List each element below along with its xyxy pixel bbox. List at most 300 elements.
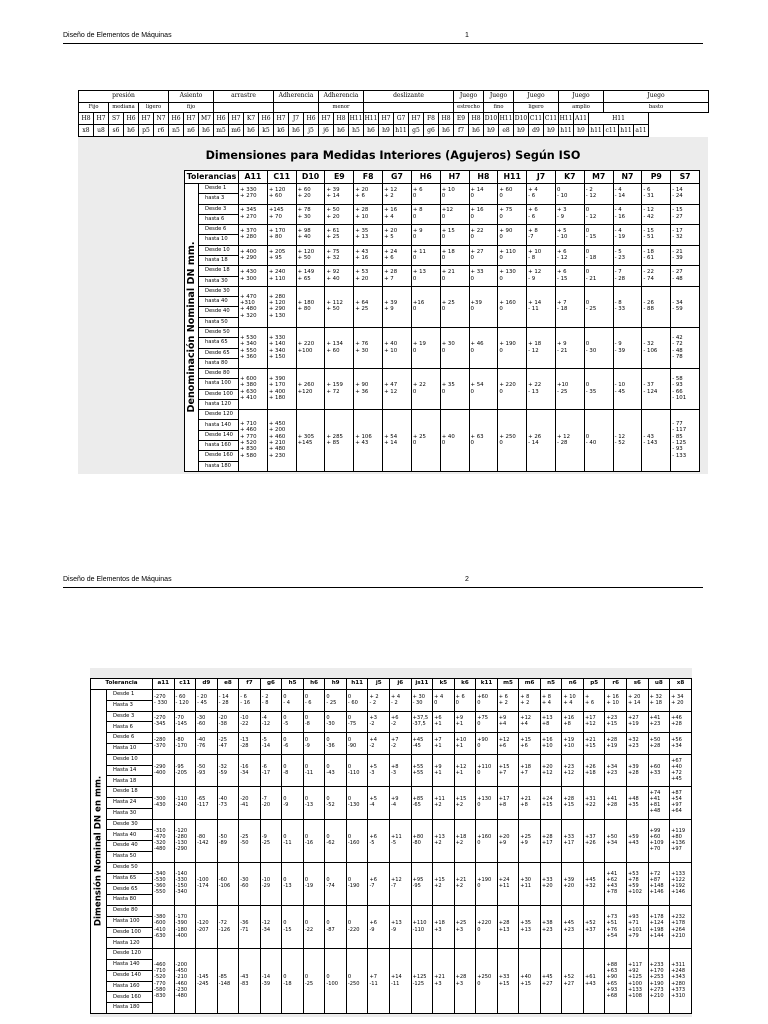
tolerance-value-line: -72 (218, 920, 227, 927)
tolerance-value-line: + 110 (499, 248, 516, 255)
tolerance-value-line: - 4 (283, 699, 290, 706)
tolerance-value (346, 862, 368, 905)
document-title: Diseño de Elementos de Máquinas (63, 576, 172, 583)
tolerance-value-line: -12 (261, 920, 271, 927)
tolerance-value-line: + 32 (326, 254, 340, 261)
tolerance-value-line: + 600 (240, 375, 257, 382)
tolerance-value (540, 819, 562, 862)
tolerance-value-line: + 13 (355, 234, 369, 241)
tolerance-value (648, 905, 670, 948)
tolerance-value-line: 0 (412, 275, 417, 282)
axis-label-cell (91, 690, 107, 1014)
shaft-tolerance-cell: h9 (574, 125, 589, 137)
tolerance-value (217, 690, 239, 712)
tolerance-value-line: -47 (218, 742, 227, 749)
tolerance-value-line: + 134 (326, 341, 343, 348)
tolerance-value (440, 184, 469, 205)
tolerance-value-line: + 20 (355, 275, 369, 282)
tolerance-value (671, 286, 700, 327)
tolerance-value-line: +7 (391, 736, 399, 743)
tolerance-value-line: +3 (455, 926, 464, 933)
tolerance-value-line: 0 (283, 920, 287, 927)
tolerance-value (562, 711, 584, 733)
tolerance-value-line: +15 (541, 802, 553, 809)
tolerance-value (260, 690, 282, 712)
tolerance-value-line: -9 (261, 834, 267, 841)
tolerance-value (267, 204, 296, 225)
fit-group-row (79, 91, 709, 103)
tolerance-value (282, 733, 304, 755)
tolerance-value-line: + 2 (520, 699, 530, 706)
table-row (185, 184, 700, 194)
tolerance-value-line: - 78 (672, 353, 683, 360)
fit-subgroup: estrecho (454, 102, 484, 112)
tolerance-value (390, 711, 412, 733)
tolerance-value-line: +35 (628, 802, 639, 809)
tolerance-value-line: + 35 (355, 228, 369, 234)
tolerance-value (354, 204, 383, 225)
tolerance-value-line: +28 (606, 802, 618, 809)
tolerance-value-line: +23 (628, 742, 639, 749)
column-header: P9 (642, 171, 671, 184)
tolerance-value (562, 862, 584, 905)
tolerance-value-line: - 21 (556, 347, 568, 354)
fit-subgroup: ligero (139, 102, 169, 112)
tolerance-value-line: - 9 (528, 275, 536, 282)
tolerance-value-line: -30 (240, 877, 249, 884)
tolerance-value (433, 690, 455, 712)
tolerance-value-line: 0 (441, 254, 446, 261)
tolerance-value (411, 733, 433, 755)
tolerance-value-line: + 70 (268, 213, 282, 220)
tolerance-value (411, 184, 440, 205)
tolerance-value (433, 819, 455, 862)
tolerance-value-line: + 240 (268, 269, 286, 276)
tolerance-value-line: + 13 (412, 269, 426, 276)
tolerance-value (584, 245, 613, 266)
tolerance-value-line: -25 (218, 736, 227, 743)
tolerance-value-line: + 7 (384, 275, 394, 282)
tolerance-value-line: -480 (154, 846, 166, 853)
tolerance-value-line: +10 (541, 742, 553, 749)
tolerance-value (454, 711, 476, 733)
tolerance-value (605, 949, 627, 1014)
tolerance-value (605, 862, 627, 905)
tolerance-value (411, 327, 440, 368)
tolerance-value-line: -205 (175, 769, 188, 776)
tolerance-value (670, 690, 692, 712)
tolerance-value-line: +60 (477, 693, 488, 700)
range-label: Desde 6 (199, 225, 239, 235)
tolerance-value-line: -230 (175, 986, 188, 993)
column-header: n6 (562, 679, 584, 690)
tolerance-value-line: -20 (218, 715, 227, 722)
tolerance-value-line: +50 (649, 736, 661, 743)
tolerance-value-line: +23 (649, 721, 661, 728)
tolerance-value (239, 266, 268, 287)
tolerance-value-line: + 80 (297, 306, 311, 313)
tolerance-value-line: + 360 (240, 353, 257, 360)
tolerance-value-line: - 27 (672, 269, 683, 276)
tolerance-value-line: - 20 (197, 693, 208, 700)
tolerance-value-line: -40 (218, 796, 227, 803)
tolerance-value-line: +119 (671, 827, 686, 834)
tolerance-value-line: +19 (563, 736, 575, 743)
tolerance-value-line: +87 (649, 877, 661, 884)
tolerance-value-line: -9 (391, 926, 397, 933)
tolerance-value-line: - 15 (643, 228, 654, 234)
tolerance-value-line: + 12 (556, 433, 571, 440)
tolerance-value-line: +34 (671, 742, 682, 749)
hole-tolerance-cell: H7 (319, 113, 334, 125)
tolerance-value (584, 410, 613, 472)
tolerance-value (497, 690, 519, 712)
tolerance-value (303, 787, 325, 819)
range-label: Desde 120 (199, 410, 239, 420)
tolerance-value (540, 754, 562, 786)
tolerance-value-line: -2 (391, 742, 397, 749)
tolerance-value (476, 787, 498, 819)
fit-subgroup: mediana (109, 102, 139, 112)
tolerance-value-line: 0 (470, 254, 474, 261)
hole-tolerance-cell: H8 (79, 113, 94, 125)
tolerance-value-line: + 290 (240, 254, 257, 261)
tolerance-value-line: +28 (628, 769, 639, 776)
tolerance-value-line: +20 (541, 883, 553, 890)
tolerance-value-line: -13 (304, 802, 314, 809)
tolerance-value (433, 711, 455, 733)
tolerance-value-line: 0 (412, 306, 417, 313)
tolerance-value (411, 266, 440, 287)
hole-tolerance-cell: H11 (589, 113, 649, 125)
tolerance-value-line: - 85 (672, 433, 683, 440)
tolerance-value-line: - 45 (614, 388, 626, 395)
column-header: js11 (411, 679, 433, 690)
tolerance-value-line: +15 (584, 742, 596, 749)
tolerance-value (260, 733, 282, 755)
tolerance-value-line: +60 (649, 834, 661, 841)
tolerance-value-line: 0 (347, 736, 352, 743)
tolerance-value (174, 690, 196, 712)
tolerance-value-line: +28 (671, 721, 682, 728)
tolerance-value-line: + 320 (240, 312, 257, 319)
tolerance-value-line: +17 (541, 840, 553, 847)
tolerance-value-line: +43 (606, 883, 618, 890)
tolerance-value (555, 245, 584, 266)
tolerance-value-line: +18 (584, 769, 596, 776)
column-header: j6 (390, 679, 412, 690)
tolerance-value-line: +21 (434, 974, 445, 981)
tolerance-value-line: +4 (520, 721, 528, 728)
tolerance-value-line: -400 (154, 769, 166, 776)
tolerance-value (239, 754, 261, 786)
tolerance-value-line: +178 (649, 914, 664, 921)
tolerance-value (540, 787, 562, 819)
tolerance-value-line: 0 (412, 440, 417, 447)
tolerance-value-line: + 270 (240, 213, 257, 220)
tolerance-value-line: +45 (563, 920, 575, 927)
tolerance-value-line: -110 (175, 796, 188, 803)
table-row (91, 787, 692, 798)
tolerance-value-line: -87 (326, 926, 335, 933)
tolerance-value (174, 949, 196, 1014)
tolerance-value-line: +60 (649, 763, 661, 770)
tolerance-value-line: -22 (240, 721, 249, 728)
tolerance-value (239, 204, 268, 225)
tolerance-value-line: +37 (584, 834, 596, 841)
tolerance-value-line: + 2 (384, 193, 394, 200)
tolerance-value-line: + 6 (355, 193, 365, 200)
tolerance-value-line: +87 (671, 790, 682, 797)
tolerance-value-line: +7 (498, 769, 507, 776)
range-label: hasta 50 (199, 317, 239, 327)
tolerance-value-line: +248 (671, 968, 686, 975)
tolerance-value-line: +80 (412, 834, 424, 841)
tolerance-value-line: + 400 (268, 388, 286, 395)
tolerance-value-line: +3 (455, 980, 464, 987)
tolerance-value-line: -60 (218, 877, 227, 884)
table-row (91, 862, 692, 873)
tolerance-value (440, 369, 469, 410)
tolerance-value (196, 819, 218, 862)
tolerance-value (670, 819, 692, 862)
tolerance-value-line: +63 (606, 968, 618, 975)
tolerance-value-line: + 8 (412, 207, 423, 214)
tolerance-value (454, 905, 476, 948)
table-row (185, 225, 700, 235)
column-header: e8 (217, 679, 239, 690)
tolerance-value-line: - 28 (556, 440, 568, 447)
tolerance-value-line: + 6 (498, 693, 508, 700)
tolerance-value-line: + 3 (556, 207, 567, 214)
tolerance-value-line: -6 (261, 763, 267, 770)
tolerance-value-line: -60 (197, 721, 206, 728)
tolerance-value-line: +17 (498, 796, 510, 803)
tolerance-value-line: +19 (606, 742, 618, 749)
tolerance-value-line: -20 (240, 796, 249, 803)
tolerance-value-line: + 33 (470, 269, 484, 276)
column-header: E9 (325, 171, 354, 184)
tolerance-value-line: -7 (261, 796, 267, 803)
hole-tolerance-cell: H7 (94, 113, 109, 125)
tolerance-value-line: - 10 (614, 382, 626, 389)
shaft-tolerance-cell: h11 (559, 125, 574, 137)
tolerance-value-line: +85 (412, 796, 424, 803)
tolerance-value-line: - 6 (528, 213, 536, 220)
tolerance-value (390, 949, 412, 1014)
column-header: H8 (469, 171, 498, 184)
tolerance-value-line: + 16 (384, 207, 398, 214)
tolerance-value (303, 690, 325, 712)
tolerance-value-line: +15 (520, 980, 532, 987)
tolerance-value (390, 862, 412, 905)
tolerance-value-line: 0 (304, 693, 309, 700)
tolerance-value-line: + 2 (369, 693, 379, 700)
tolerance-value-line: +26 (584, 763, 596, 770)
range-label: Hasta 65 (107, 873, 153, 884)
tolerance-value-line: -50 (240, 840, 249, 847)
tolerance-value-line: - 30 (412, 699, 423, 706)
tolerance-value-line: -5 (283, 721, 289, 728)
tolerance-value (476, 949, 498, 1014)
tolerance-value-line: - 23 (614, 254, 626, 261)
tolerance-value-line: -125 (412, 980, 425, 987)
tolerance-value (354, 266, 383, 287)
column-header: S7 (671, 171, 700, 184)
fit-group: Juego (604, 91, 709, 103)
tolerance-value-line: +117 (628, 962, 643, 969)
tolerance-value-line: - 60 (347, 699, 358, 706)
tolerance-value-line: - 60 (175, 693, 186, 700)
tolerance-value-line: +55 (412, 763, 424, 770)
tolerance-value (174, 819, 196, 862)
axis-label: Denominación Nominal DN mm. (185, 241, 197, 413)
tolerance-value (296, 245, 325, 266)
range-label: Desde 140 (107, 970, 153, 981)
tolerance-value-line: +9 (498, 715, 507, 722)
tolerance-value (671, 369, 700, 410)
tolerance-value-line: -25 (304, 980, 314, 987)
tolerance-value (411, 245, 440, 266)
tolerance-value-line: -280 (154, 736, 166, 743)
range-label: Desde 3 (199, 204, 239, 214)
tolerance-value (670, 754, 692, 786)
shaft-tolerance-cell: h9 (379, 125, 394, 137)
tolerance-value-line: 0 (585, 248, 590, 255)
tolerance-value-line: -89 (218, 840, 227, 847)
tolerance-value (296, 225, 325, 246)
tolerance-value-line: -550 (154, 889, 166, 896)
tolerance-value (476, 754, 498, 786)
tolerance-value (303, 754, 325, 786)
tolerance-value (282, 862, 304, 905)
tolerance-value-line: -770 (154, 980, 166, 987)
tolerance-value-line: +22 (584, 802, 596, 809)
tolerance-value (368, 949, 390, 1014)
tolerance-value-line: -38 (218, 721, 227, 728)
tolerance-value-line: 0 (326, 763, 330, 770)
tolerance-value (390, 690, 412, 712)
tolerance-value-line: -4 (369, 802, 375, 809)
tolerance-value (346, 711, 368, 733)
tolerance-value-line: -480 (175, 992, 188, 999)
tolerance-value-line: - 2 (585, 186, 593, 193)
tolerance-value (217, 787, 239, 819)
tolerance-value (153, 862, 175, 905)
tolerance-value-line: +192 (671, 883, 686, 890)
header-row (91, 679, 692, 690)
tolerance-value-line: -9 (304, 742, 310, 749)
tolerance-value-line: +64 (671, 808, 682, 815)
tolerance-value (296, 327, 325, 368)
tolerance-value-line: -830 (154, 992, 166, 999)
tolerance-value-line: + 4 (391, 693, 401, 700)
column-header: N7 (613, 171, 642, 184)
tolerance-value-line: - 16 (240, 699, 251, 706)
shaft-tolerance-cell: k6 (274, 125, 289, 137)
tolerance-value-line: +52 (563, 974, 575, 981)
tolerance-value-line: -17 (261, 769, 271, 776)
tolerance-value-line: + 20 (355, 186, 369, 193)
tolerance-value-line: + 47 (384, 382, 398, 389)
tolerance-value-line: +5 (369, 796, 377, 803)
fit-subgroup: amplio (559, 102, 604, 112)
fit-group: presión (79, 91, 169, 103)
range-label: Desde 160 (107, 992, 153, 1003)
tolerance-value-line: -360 (154, 883, 166, 890)
tolerance-value (174, 711, 196, 733)
tolerance-value (325, 327, 354, 368)
tolerance-value (540, 690, 562, 712)
tolerance-value-line: 0 (304, 834, 309, 841)
tolerance-value-line: +120 (297, 388, 313, 395)
tolerance-value (433, 862, 455, 905)
shaft-tolerance-cell: h6 (244, 125, 259, 137)
tolerance-value-line: -5 (391, 840, 397, 847)
tolerance-value (282, 690, 304, 712)
tolerance-value-line: +45 (584, 877, 596, 884)
tolerance-value-line: + 10 (355, 213, 369, 220)
fit-group: Juego (454, 91, 484, 103)
tolerance-value-line: +39 (628, 763, 639, 770)
tolerance-value-line: +95 (412, 877, 424, 884)
tolerance-value (267, 327, 296, 368)
tolerance-value (469, 245, 498, 266)
tolerance-value (605, 733, 627, 755)
tolerance-value-line: +19 (628, 721, 639, 728)
tolerance-value-line: + 90 (499, 228, 513, 234)
tolerance-value (411, 286, 440, 327)
tolerance-value-line: 0 (499, 234, 503, 241)
fit-group: arrastre (214, 91, 274, 103)
tolerance-value-line: - 2 (391, 699, 398, 706)
tolerance-value-line: -4 (261, 715, 267, 722)
shaft-tolerance-cell: c11 (604, 125, 619, 137)
tolerance-value-line: - 25 (556, 388, 568, 395)
tolerance-value-line: +75 (477, 715, 488, 722)
tolerance-value-line: -4 (391, 802, 397, 809)
tolerance-value (642, 266, 671, 287)
tolerance-value-line: 0 (326, 834, 330, 841)
shaft-tolerance-cell: j6 (319, 125, 334, 137)
tolerance-value-line: +6 (369, 920, 377, 927)
tolerance-value-line: + 120 (268, 299, 286, 306)
tolerance-value-line: -36 (326, 742, 335, 749)
tolerance-value-line: 0 (283, 736, 287, 743)
shaft-tolerance-cell: d9 (529, 125, 544, 137)
tolerance-value-line: + 345 (240, 207, 257, 214)
table-row (91, 711, 692, 722)
tolerance-value-line: 0 (499, 440, 503, 447)
tolerance-value-line: + 61 (326, 228, 340, 234)
tolerance-value-line: 0 (347, 693, 352, 700)
tolerance-value-line: + 20 (671, 699, 684, 706)
tolerance-value (368, 787, 390, 819)
tolerance-value-line: +80 (671, 834, 682, 841)
range-label: Desde 6 (107, 733, 153, 744)
range-label: hasta 160 (199, 441, 239, 451)
tolerance-value (260, 819, 282, 862)
table-row (185, 245, 700, 255)
tolerance-value-line: -390 (175, 920, 188, 927)
tolerance-value-line: - 48 (672, 347, 683, 354)
tolerance-value-line: - 4 (614, 186, 622, 193)
tolerance-value-line: +97 (671, 846, 682, 853)
tolerance-value-line: - 14 (614, 193, 626, 200)
hole-tolerance-cell: F8 (424, 113, 439, 125)
tolerance-value (498, 369, 527, 410)
tolerance-value (498, 184, 527, 205)
